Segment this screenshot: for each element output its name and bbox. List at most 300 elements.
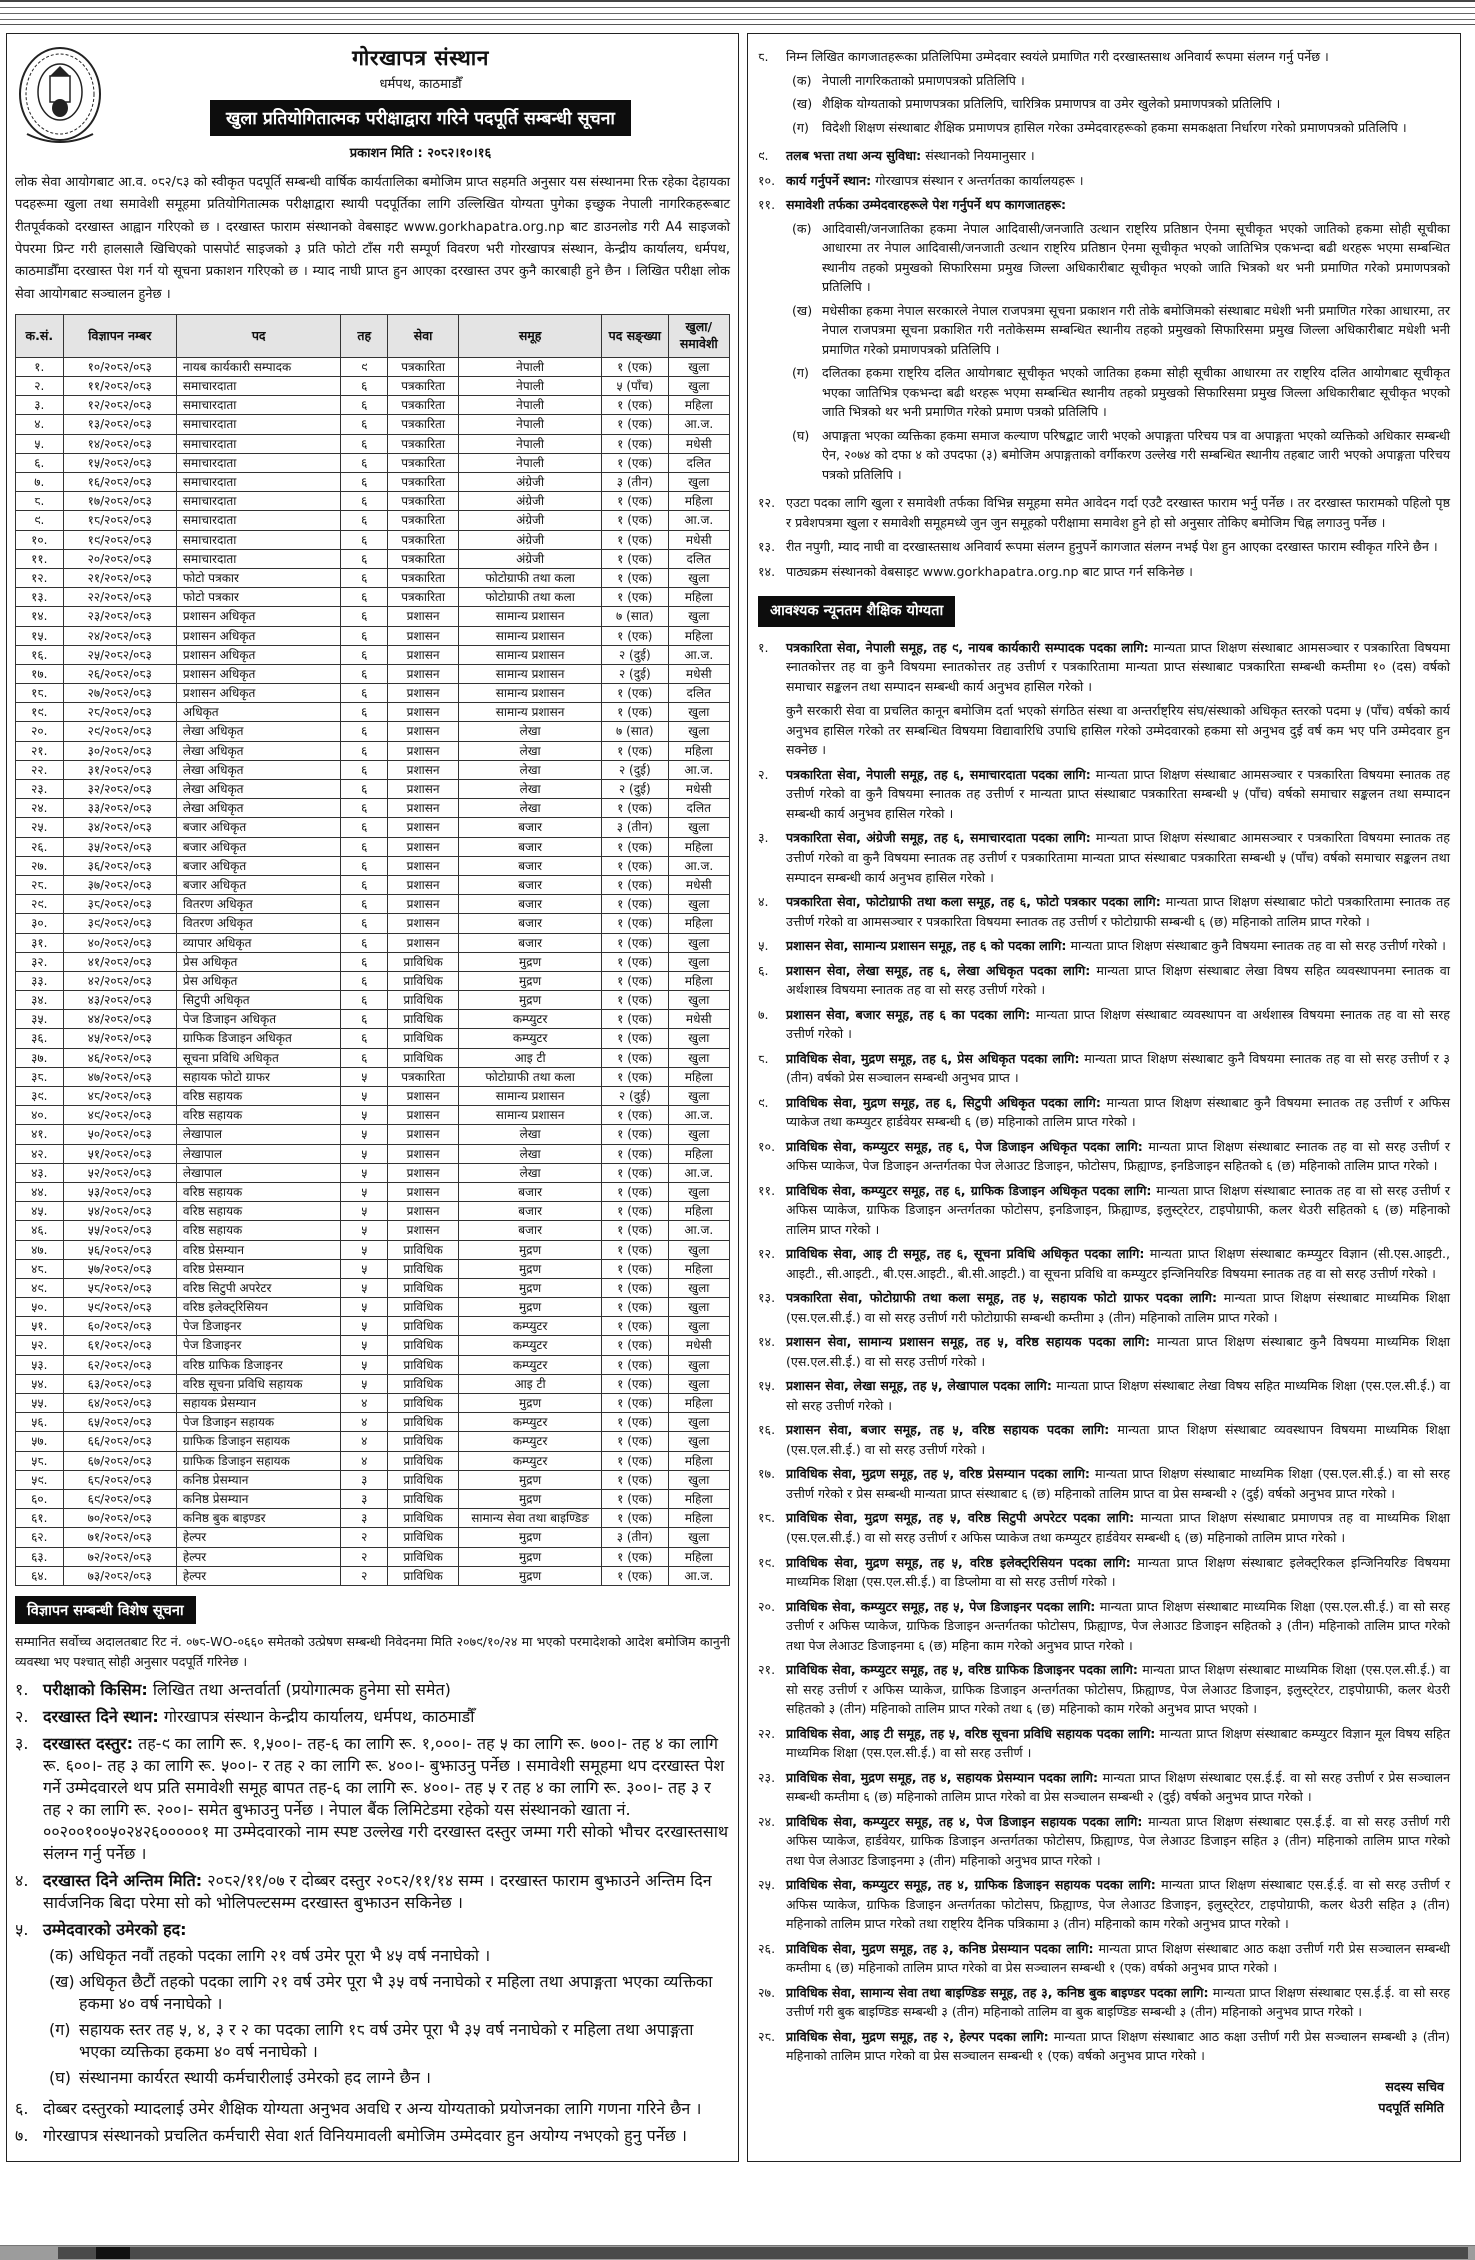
- item-lead: पत्रकारिता सेवा, अंग्रेजी समूह, तह ६, समाचारदाता पदका लागि:: [786, 830, 1091, 846]
- table-cell: ६: [341, 492, 388, 511]
- table-cell: १३/२०८२/०८३: [63, 415, 176, 434]
- table-cell: खुला: [668, 1470, 729, 1489]
- table-cell: नेपाली: [459, 396, 602, 415]
- table-cell: मधेसी: [668, 875, 729, 894]
- table-cell: सामान्य प्रशासन: [459, 684, 602, 703]
- table-cell: खुला: [668, 1413, 729, 1432]
- table-cell: ६: [341, 875, 388, 894]
- table-cell: खुला: [668, 1432, 729, 1451]
- column-header: विज्ञापन नम्बर: [63, 315, 176, 358]
- table-cell: समाचारदाता: [176, 549, 341, 568]
- column-header: सेवा: [388, 315, 459, 358]
- item-lead: प्राविधिक सेवा, कम्प्युटर समूह, तह ४, पेज डिजाइन सहायक पदका लागि:: [786, 1813, 1143, 1829]
- item-number: २३.: [758, 1769, 776, 1785]
- table-cell: आ.ज.: [668, 415, 729, 434]
- table-row: [16, 703, 730, 722]
- table-cell: ६: [341, 684, 388, 703]
- item-number: ७.: [758, 1006, 769, 1022]
- table-cell: ३१/२०८२/०८३: [63, 760, 176, 779]
- table-cell: ६३/२०८२/०८३: [63, 1374, 176, 1393]
- special-notice-item: [15, 1732, 730, 1864]
- table-cell: ३७.: [16, 1048, 64, 1067]
- table-cell: प्राविधिक: [388, 1566, 459, 1585]
- table-cell: समाचारदाता: [176, 377, 341, 396]
- vacancy-table-header: [16, 315, 730, 358]
- table-cell: ६: [341, 645, 388, 664]
- table-cell: १ (एक): [602, 703, 669, 722]
- table-cell: बजार अधिकृत: [176, 818, 341, 837]
- item-text: प्राविधिक सेवा, कम्प्युटर समूह, तह ४, पेज डिजाइन सहायक पदका लागि: मान्यता प्राप्त शिक्षण संस्थाबाट एस.ई.ई. वा सो सरह उत्तीर्ण गरी अफिस प्याकेज, हार्डवेयर, ग्राफिक डिजाइन अन्तर्गतका फोटोसप, फ्रिह्याण्ड, पेज लेआउट डिजाइन सहित ३ (तीन) महिनाको तालिम प्राप्त गरेको तथा पेज लेआउट डिजाइनमा ३ (तीन) महिनाको अनुभव प्राप्त गरेको ।: [786, 1813, 1451, 1868]
- item-text: प्राविधिक सेवा, मुद्रण समूह, तह २, हेल्पर पदका लागि: मान्यता प्राप्त शिक्षण संस्थाबाट आठ कक्षा उत्तीर्ण गरी प्रेस सञ्चालन सम्बन्धी ३ (तीन) महिनाको तालिम प्राप्त गरेको वा प्रेस सञ्चालन सम्बन्धी १ (एक) वर्षको अनुभव प्राप्त गरेको ।: [786, 2028, 1451, 2064]
- special-notice-item: [15, 1705, 730, 1727]
- item-lead: कार्य गर्नुपर्ने स्थान:: [786, 172, 872, 188]
- table-cell: १.: [16, 357, 64, 376]
- table-cell: ६: [341, 952, 388, 971]
- table-row: [16, 1336, 730, 1355]
- table-row: [16, 1528, 730, 1547]
- table-cell: ६: [341, 818, 388, 837]
- table-row: [16, 1394, 730, 1413]
- table-cell: २.: [16, 377, 64, 396]
- table-cell: महिला: [668, 1394, 729, 1413]
- table-cell: ५: [341, 1317, 388, 1336]
- special-notice-item: [15, 1678, 730, 1700]
- table-cell: ४६.: [16, 1221, 64, 1240]
- table-cell: महिला: [668, 1144, 729, 1163]
- item-text: प्राविधिक सेवा, आइ टी समूह, तह ५, वरिष्ठ सूचना प्रविधि सहायक पदका लागि: मान्यता प्राप्त शिक्षण संस्थाबाट कम्प्युटर विज्ञान मूल विषय सहित माध्यमिक शिक्षा (एस.एल.सी.ई.) वा सो सरह उत्तीर्ण ।: [786, 1725, 1450, 1761]
- table-cell: ३९/२०८२/०८३: [63, 914, 176, 933]
- item-lead: प्राविधिक सेवा, आइ टी समूह, तह ५, वरिष्ठ सूचना प्रविधि सहायक पदका लागि:: [786, 1725, 1156, 1741]
- table-cell: बजार: [459, 856, 602, 875]
- table-cell: नेपाली: [459, 453, 602, 472]
- table-cell: २ (दुई): [602, 780, 669, 799]
- table-cell: ६: [341, 895, 388, 914]
- item-lead: प्रशासन सेवा, लेखा समूह, तह ५, लेखापाल पदका लागि:: [786, 1378, 1052, 1394]
- table-cell: २४/२०८२/०८३: [63, 626, 176, 645]
- table-cell: ५६.: [16, 1413, 64, 1432]
- item-lead: पत्रकारिता सेवा, फोटोग्राफी तथा कला समूह, तह ६, फोटो पत्रकार पदका लागि:: [786, 894, 1161, 910]
- table-cell: ५४/२०८२/०८३: [63, 1202, 176, 1221]
- item-lead: प्राविधिक सेवा, कम्प्युटर समूह, तह ५, पेज डिजाइनर पदका लागि:: [786, 1598, 1096, 1614]
- item-text: प्राविधिक सेवा, आइ टी समूह, तह ६, सूचना प्रविधि अधिकृत पदका लागि: मान्यता प्राप्त शिक्षण संस्थाबाट कम्प्युटर विज्ञान (सी.एस.आइटी., आइटी., सी.आइटी., बी.एस.आइटी., बी.सी.आइटी.) वा सूचना प्रविधि वा कम्प्युटर इन्जिनियरिङ विषयमा स्नातक तह वा सो सरह उत्तीर्ण गरेको ।: [786, 1246, 1450, 1281]
- table-cell: ६: [341, 760, 388, 779]
- item-number: २१.: [758, 1662, 776, 1678]
- sub-item: [792, 219, 1450, 297]
- table-cell: प्रशासन: [388, 780, 459, 799]
- item-text: कार्य गर्नुपर्ने स्थान: गोरखापत्र संस्थान र अन्तर्गतका कार्यालयहरू ।: [786, 172, 1084, 188]
- table-cell: खुला: [668, 991, 729, 1010]
- table-cell: खुला: [668, 895, 729, 914]
- item-text: प्राविधिक सेवा, मुद्रण समूह, तह ५, वरिष्ठ सिटुपी अपरेटर पदका लागि: मान्यता प्राप्त शिक्षण संस्थाबाट प्रमाणपत्र तह वा माध्यमिक शिक्षा (एस.एल.सी.ई.) वा सो सरह उत्तीर्ण र अफिस प्याकेज तथा कम्प्युटर हार्डवेयर सम्बन्धी ६ (छ) महिनाको तालिम प्राप्त गरेको ।: [786, 1510, 1450, 1545]
- item-number: १७.: [758, 1466, 776, 1482]
- item-text: प्रशासन सेवा, सामान्य प्रशासन समूह, तह ६ को पदका लागि: मान्यता प्राप्त शिक्षण संस्थाबाट कुनै विषयमा स्नातक तह वा सो सरह उत्तीर्ण गरेको ।: [786, 938, 1446, 954]
- sub-item-text: संस्थानमा कार्यरत स्थायी कर्मचारीलाई उमेरको हद लाग्ने छैन ।: [79, 2068, 431, 2088]
- table-cell: कम्प्युटर: [459, 1336, 602, 1355]
- table-cell: १७.: [16, 664, 64, 683]
- column-header: पद सङ्ख्या: [602, 315, 669, 358]
- table-row: [16, 1489, 730, 1508]
- table-cell: लेखा: [459, 760, 602, 779]
- table-cell: कम्प्युटर: [459, 1010, 602, 1029]
- signature-committee: पदपूर्ति समिति: [1378, 2100, 1444, 2116]
- table-cell: अधिकृत: [176, 703, 341, 722]
- table-cell: २७/२०८२/०८३: [63, 684, 176, 703]
- item-number: ७.: [15, 2126, 29, 2146]
- sub-item: [49, 1944, 730, 1966]
- table-cell: १ (एक): [602, 952, 669, 971]
- table-cell: १४/२०८२/०८३: [63, 434, 176, 453]
- item-text: प्राविधिक सेवा, मुद्रण समूह, तह ४, सहायक प्रेसम्यान पदका लागि: मान्यता प्राप्त शिक्षण संस्थाबाट एस.ई.ई. वा सो सरह उत्तीर्ण र प्रेस सञ्चालन सम्बन्धी कम्तीमा ६ (छ) महिनाको तालिम प्राप्त गरेको वा प्रेस सञ्चालन सम्बन्धी २ (दुई) वर्षको अनुभव प्राप्त गरेको ।: [786, 1769, 1450, 1805]
- table-cell: १ (एक): [602, 511, 669, 530]
- table-cell: ४१/२०८२/०८३: [63, 952, 176, 971]
- table-cell: प्राविधिक: [388, 1470, 459, 1489]
- table-cell: पत्रकारिता: [388, 568, 459, 587]
- table-cell: दलित: [668, 453, 729, 472]
- table-cell: आ.ज.: [668, 1163, 729, 1182]
- table-cell: २७.: [16, 856, 64, 875]
- table-cell: ४०/२०८२/०८३: [63, 933, 176, 952]
- horizontal-scrollbar[interactable]: [0, 2245, 1475, 2260]
- table-cell: महिला: [668, 1547, 729, 1566]
- table-cell: ५०.: [16, 1298, 64, 1317]
- table-cell: ६२.: [16, 1528, 64, 1547]
- general-note-item: [758, 537, 1450, 557]
- table-cell: समाचारदाता: [176, 511, 341, 530]
- table-cell: समाचारदाता: [176, 530, 341, 549]
- item-text: दरखास्त दिने स्थान: गोरखापत्र संस्थान केन्द्रीय कार्यालय, धर्मपथ, काठमाडौँ: [43, 1707, 475, 1727]
- table-cell: ६५/२०८२/०८३: [63, 1413, 176, 1432]
- table-cell: महिला: [668, 1509, 729, 1528]
- table-cell: १ (एक): [602, 1317, 669, 1336]
- table-cell: प्रशासन: [388, 1163, 459, 1182]
- left-column: [6, 33, 739, 2162]
- sub-item-text: दलितका हकमा राष्ट्रिय दलित आयोगबाट सूचीकृत भएको जातिका हकमा सोही सूचीका आधारमा तर राष्ट्रिय दलित आयोगबाट सूचीकृत भएका जातिभित्र एकभन्दा बढी थरहरू भएमा सम्बन्धित स्थानीय तहको प्रमुखको सिफारिसमा प्रमुख जिल्ला अधिकारीबाट सूचीकृत भएको जाति भित्रको थर भनी प्रमाणित गरेको प्रमाण पत्रको प्रतिलिपि ।: [822, 365, 1450, 420]
- table-cell: १५/२०८२/०८३: [63, 453, 176, 472]
- table-cell: १ (एक): [602, 1451, 669, 1470]
- table-cell: ६: [341, 780, 388, 799]
- item-lead: प्राविधिक सेवा, कम्प्युटर समूह, तह ६, पेज डिजाइन अधिकृत पदका लागि:: [786, 1138, 1143, 1154]
- scrollbar-handle[interactable]: [58, 2247, 1468, 2259]
- table-cell: ६: [341, 530, 388, 549]
- table-cell: मधेसी: [668, 664, 729, 683]
- item-lead: प्राविधिक सेवा, मुद्रण समूह, तह ६, प्रेस अधिकृत पदका लागि:: [786, 1050, 1080, 1066]
- item-number: ९.: [758, 148, 769, 164]
- table-cell: ५: [341, 1087, 388, 1106]
- qualification-item: [758, 1508, 1450, 1547]
- table-cell: ५०/२०८२/०८३: [63, 1125, 176, 1144]
- table-cell: ६: [341, 1010, 388, 1029]
- table-cell: ५: [341, 1298, 388, 1317]
- table-cell: ५९/२०८२/०८३: [63, 1298, 176, 1317]
- table-cell: ४६/२०८२/०८३: [63, 1048, 176, 1067]
- table-cell: २८/२०८२/०८३: [63, 703, 176, 722]
- item-number: ५.: [758, 938, 769, 954]
- qualification-item: [758, 1464, 1450, 1503]
- special-notice-banner: विज्ञापन सम्बन्धी विशेष सूचना: [15, 1596, 196, 1624]
- table-cell: ६१.: [16, 1509, 64, 1528]
- sub-item-number: (ख): [49, 1972, 75, 1992]
- item-lead: दरखास्त दिने स्थान:: [43, 1707, 159, 1727]
- table-cell: ४: [341, 1413, 388, 1432]
- table-cell: १ (एक): [602, 492, 669, 511]
- table-cell: बजार: [459, 1202, 602, 1221]
- table-cell: खुला: [668, 473, 729, 492]
- qualification-item: [758, 1137, 1450, 1176]
- table-cell: आ.ज.: [668, 1106, 729, 1125]
- item-extra-paragraph: कुनै सरकारी सेवा वा प्रचलित कानून बमोजिम दर्ता भएको संगठित संस्था वा अन्तर्राष्ट्रिय संघ/संस्थाको अधिकृत स्तरको पदमा ५ (पाँच) वर्षको कार्य अनुभव हासिल गरेको तर सम्बन्धित विषयमा विद्यावारिधि उपाधि हासिल गरेको उम्मेदवारको हकमा सो अनुभव दुई वर्ष कम भए पनि उम्मेदवार हुन सक्नेछ ।: [786, 703, 1450, 758]
- table-row: [16, 1547, 730, 1566]
- table-cell: कम्प्युटर: [459, 1432, 602, 1451]
- column-header: पद: [176, 315, 341, 358]
- table-cell: ४९.: [16, 1278, 64, 1297]
- table-cell: १८.: [16, 684, 64, 703]
- table-cell: सहायक फोटो ग्राफर: [176, 1067, 341, 1086]
- table-cell: नेपाली: [459, 357, 602, 376]
- table-cell: २०.: [16, 722, 64, 741]
- table-cell: ६: [341, 607, 388, 626]
- item-lead: दरखास्त दिने अन्तिम मिति:: [43, 1871, 203, 1891]
- table-cell: वितरण अधिकृत: [176, 895, 341, 914]
- table-cell: १ (एक): [602, 1202, 669, 1221]
- table-cell: १६/२०८२/०८३: [63, 473, 176, 492]
- table-cell: मधेसी: [668, 434, 729, 453]
- qualification-banner: आवश्यक न्यूनतम शैक्षिक योग्यता: [758, 596, 955, 626]
- signature-role: सदस्य सचिव: [1385, 2078, 1444, 2094]
- table-cell: ६: [341, 799, 388, 818]
- item-text: दरखास्त दिने अन्तिम मिति: २०८२/११/०७ र दोब्बर दस्तुर २०८२/११/१४ सम्म । दरखास्त फाराम बुझाउने अन्तिम दिन सार्वजनिक बिदा परेमा सो को भोलिपल्टसम्म दरखास्त बुझाउन सकिनेछ ।: [43, 1871, 712, 1913]
- table-cell: अंग्रेजी: [459, 530, 602, 549]
- table-cell: १ (एक): [602, 875, 669, 894]
- table-cell: ४.: [16, 415, 64, 434]
- item-text: निम्न लिखित कागजातहरूका प्रतिलिपिमा उम्मेदवार स्वयंले प्रमाणित गरी दरखास्तसाथ अनिवार्य रूपमा संलग्न गर्नु पर्नेछ । (क) नेपाली नागरिकताको प्रमाणपत्रको प्रतिलिपि । (ख) शैक्षिक योग्यताको प्रमाणपत्रका प्रतिलिपि, चारित्रिक प्रमाणपत्र वा उमेर खुलेको प्रमाणपत्रको प्रतिलिपि । (ग) विदेशी शिक्षण संस्थाबाट शैक्षिक प्रमाणपत्र हासिल गरेका उम्मेदवारहरूको हकमा समकक्षता निर्धारण गरेको प्रमाणपत्रको प्रतिलिपि ।: [786, 47, 1450, 141]
- table-cell: बजार: [459, 875, 602, 894]
- qualification-item: [758, 1376, 1450, 1415]
- table-row: [16, 1029, 730, 1048]
- gorkhapatra-seal-icon: [17, 46, 103, 150]
- table-cell: सहायक प्रेसम्यान: [176, 1394, 341, 1413]
- item-lead: प्राविधिक सेवा, मुद्रण समूह, तह ५, वरिष्ठ प्रेसम्यान पदका लागि:: [786, 1466, 1090, 1482]
- table-cell: १ (एक): [602, 856, 669, 875]
- table-cell: प्राविधिक: [388, 1413, 459, 1432]
- table-cell: ९.: [16, 511, 64, 530]
- table-cell: मुद्रण: [459, 1470, 602, 1489]
- table-cell: ७ (सात): [602, 722, 669, 741]
- table-row: [16, 453, 730, 472]
- item-number: २८.: [758, 2028, 776, 2044]
- table-cell: २: [341, 1566, 388, 1585]
- table-cell: १०.: [16, 530, 64, 549]
- qualification-item: [758, 1983, 1450, 2022]
- sub-item: [49, 2018, 730, 2062]
- table-cell: ४४/२०८२/०८३: [63, 1010, 176, 1029]
- table-cell: ११.: [16, 549, 64, 568]
- table-cell: १ (एक): [602, 895, 669, 914]
- item-number: २४.: [758, 1813, 776, 1829]
- item-lead: समावेशी तर्फका उम्मेदवारहरूले पेश गर्नुपर्ने थप कागजातहरू:: [786, 197, 1067, 213]
- table-row: [16, 875, 730, 894]
- table-cell: १८/२०८२/०८३: [63, 511, 176, 530]
- table-cell: ४२/२०८२/०८३: [63, 971, 176, 990]
- table-cell: १ (एक): [602, 1336, 669, 1355]
- table-cell: ५२/२०८२/०८३: [63, 1163, 176, 1182]
- item-number: १.: [758, 639, 769, 655]
- table-cell: ३६/२०८२/०८३: [63, 856, 176, 875]
- table-cell: १ (एक): [602, 1010, 669, 1029]
- table-cell: ३६.: [16, 1029, 64, 1048]
- item-lead: प्रशासन सेवा, सामान्य प्रशासन समूह, तह ६ को पदका लागि:: [786, 938, 1067, 954]
- table-row: [16, 1163, 730, 1182]
- table-cell: लेखा अधिकृत: [176, 799, 341, 818]
- table-row: [16, 1259, 730, 1278]
- table-cell: नेपाली: [459, 434, 602, 453]
- item-lead: प्रशासन सेवा, बजार समूह, तह ५, वरिष्ठ सहायक पदका लागि:: [786, 1422, 1110, 1438]
- table-row: [16, 799, 730, 818]
- table-cell: ३५.: [16, 1010, 64, 1029]
- table-cell: १ (एक): [602, 1355, 669, 1374]
- table-cell: प्राविधिक: [388, 971, 459, 990]
- table-cell: खुला: [668, 1278, 729, 1297]
- table-row: [16, 914, 730, 933]
- table-cell: प्रशासन: [388, 684, 459, 703]
- item-text: रीत नपुगी, म्याद नाघी वा दरखास्तसाथ अनिवार्य रूपमा संलग्न हुनुपर्ने कागजात संलग्न नभई पेश हुन आएका दरखास्त फाराम स्वीकृत गरिने छैन ।: [786, 539, 1438, 555]
- table-cell: दलित: [668, 799, 729, 818]
- item-text: एउटा पदका लागि खुला र समावेशी तर्फका विभिन्न समूहमा समेत आवेदन गर्दा एउटै दरखास्त फाराम भर्नु पर्नेछ । तर दरखास्त फारामको पहिलो पृष्ठ र प्रवेशपत्रमा खुला र समावेशी समूहमध्ये जुन जुन समूहको परीक्षामा समावेश हुने हो सो अनुसार तोकिए बमोजिम चिह्न लगाउनु पर्नेछ ।: [786, 495, 1450, 530]
- sub-item: [792, 118, 1450, 138]
- table-cell: २५/२०८२/०८३: [63, 645, 176, 664]
- sub-item-text: अधिकृत नवौं तहको पदका लागि २१ वर्ष उमेर पूरा भै ४५ वर्ष ननाघेको ।: [79, 1946, 491, 1966]
- table-cell: वरिष्ठ प्रेसम्यान: [176, 1259, 341, 1278]
- table-cell: ४: [341, 1451, 388, 1470]
- table-cell: मधेसी: [668, 780, 729, 799]
- table-cell: आ.ज.: [668, 856, 729, 875]
- table-cell: वरिष्ठ सहायक: [176, 1182, 341, 1201]
- table-cell: १२.: [16, 568, 64, 587]
- table-cell: पत्रकारिता: [388, 1067, 459, 1086]
- table-cell: सामान्य प्रशासन: [459, 703, 602, 722]
- table-cell: सिटुपी अधिकृत: [176, 991, 341, 1010]
- table-cell: पत्रकारिता: [388, 434, 459, 453]
- table-cell: फोटो पत्रकार: [176, 568, 341, 587]
- table-cell: अंग्रेजी: [459, 511, 602, 530]
- table-row: [16, 1566, 730, 1585]
- table-row: [16, 895, 730, 914]
- table-row: [16, 664, 730, 683]
- table-cell: वितरण अधिकृत: [176, 914, 341, 933]
- table-row: [16, 626, 730, 645]
- table-cell: लेखा: [459, 741, 602, 760]
- table-cell: प्राविधिक: [388, 1298, 459, 1317]
- right-column: [747, 33, 1461, 2162]
- table-cell: मधेसी: [668, 1336, 729, 1355]
- table-cell: पत्रकारिता: [388, 530, 459, 549]
- table-cell: १०/२०८२/०८३: [63, 357, 176, 376]
- table-cell: १ (एक): [602, 991, 669, 1010]
- table-cell: वरिष्ठ सहायक: [176, 1106, 341, 1125]
- table-cell: प्रशासन: [388, 895, 459, 914]
- item-text: [786, 195, 1450, 488]
- table-cell: १ (एक): [602, 914, 669, 933]
- item-number: ३.: [15, 1734, 29, 1754]
- table-cell: सामान्य प्रशासन: [459, 626, 602, 645]
- table-cell: प्रशासन अधिकृत: [176, 645, 341, 664]
- table-cell: महिला: [668, 626, 729, 645]
- general-note-item: [758, 493, 1450, 532]
- table-row: [16, 1278, 730, 1297]
- table-cell: पत्रकारिता: [388, 473, 459, 492]
- table-cell: प्रशासन: [388, 1087, 459, 1106]
- table-cell: २: [341, 1547, 388, 1566]
- masthead: [15, 44, 730, 162]
- table-cell: ६: [341, 511, 388, 530]
- table-cell: लेखा अधिकृत: [176, 741, 341, 760]
- table-cell: महिला: [668, 1451, 729, 1470]
- general-note-item: [758, 562, 1450, 582]
- special-notice-section: [15, 1586, 730, 2146]
- table-cell: १ (एक): [602, 1278, 669, 1297]
- table-row: [16, 952, 730, 971]
- table-cell: खुला: [668, 722, 729, 741]
- sub-item-number: (ग): [792, 365, 809, 381]
- table-cell: वरिष्ठ प्रेसम्यान: [176, 1240, 341, 1259]
- signature-block: [758, 2076, 1450, 2119]
- table-cell: ३७/२०८२/०८३: [63, 875, 176, 894]
- qualification-item: [758, 1768, 1450, 1807]
- org-name: गोरखापत्र संस्थान: [352, 46, 489, 70]
- table-row: [16, 741, 730, 760]
- table-row: [16, 1413, 730, 1432]
- table-cell: ६: [341, 1048, 388, 1067]
- table-cell: १ (एक): [602, 1221, 669, 1240]
- table-cell: ४३.: [16, 1163, 64, 1182]
- table-cell: ७१/२०८२/०८३: [63, 1528, 176, 1547]
- sub-item-number: (ग): [49, 2020, 71, 2040]
- item-number: २२.: [758, 1725, 776, 1741]
- table-cell: १ (एक): [602, 684, 669, 703]
- table-cell: ५ (पाँच): [602, 377, 669, 396]
- table-cell: ६८/२०८२/०८३: [63, 1470, 176, 1489]
- table-cell: लेखा: [459, 1144, 602, 1163]
- table-cell: बजार: [459, 1182, 602, 1201]
- table-row: [16, 607, 730, 626]
- item-lead: प्राविधिक सेवा, सामान्य सेवा तथा बाइण्डिङ समूह, तह ३, कनिष्ठ बुक बाइण्डर पदका लागि:: [786, 1984, 1209, 2000]
- table-cell: लेखा अधिकृत: [176, 780, 341, 799]
- qualification-list: [758, 638, 1450, 2066]
- table-cell: प्राविधिक: [388, 1394, 459, 1413]
- table-cell: ६: [341, 664, 388, 683]
- table-cell: ६: [341, 473, 388, 492]
- table-cell: खुला: [668, 357, 729, 376]
- item-number: ५.: [15, 1920, 29, 1940]
- table-cell: खुला: [668, 568, 729, 587]
- table-row: [16, 1067, 730, 1086]
- item-number: ६.: [758, 962, 769, 978]
- table-cell: प्रशासन: [388, 914, 459, 933]
- table-cell: अंग्रेजी: [459, 492, 602, 511]
- table-cell: ६४/२०८२/०८३: [63, 1394, 176, 1413]
- table-cell: हेल्पर: [176, 1547, 341, 1566]
- item-text: [43, 1918, 730, 2092]
- sub-item-text: मधेसीका हकमा नेपाल सरकारले नेपाल राजपत्रमा सूचना प्रकाशन गरी तोके बमोजिमको संस्थाबाट मधेशी भनी प्रमाणित गरेका आधारमा, तर नेपाल राजपत्रमा सूचना प्रकाशित गरी नतोकेसम्म सम्बन्धित स्थानीय तहको प्रमुखको सिफारिसमा प्रमुख जिल्ला अधिकारीबाट मधेशी भनी प्रमाणित गरेको प्रमाणपत्रको प्रतिलिपि ।: [822, 302, 1450, 357]
- table-cell: २८.: [16, 875, 64, 894]
- qualification-item: [758, 1660, 1450, 1719]
- table-cell: समाचारदाता: [176, 473, 341, 492]
- table-cell: ६१/२०८२/०८३: [63, 1336, 176, 1355]
- table-row: [16, 588, 730, 607]
- table-cell: समाचारदाता: [176, 492, 341, 511]
- item-lead: प्राविधिक सेवा, मुद्रण समूह, तह ५, वरिष्ठ इलेक्ट्रिसियन पदका लागि:: [786, 1554, 1131, 1570]
- table-cell: ६७/२०८२/०८३: [63, 1451, 176, 1470]
- table-cell: ५: [341, 1125, 388, 1144]
